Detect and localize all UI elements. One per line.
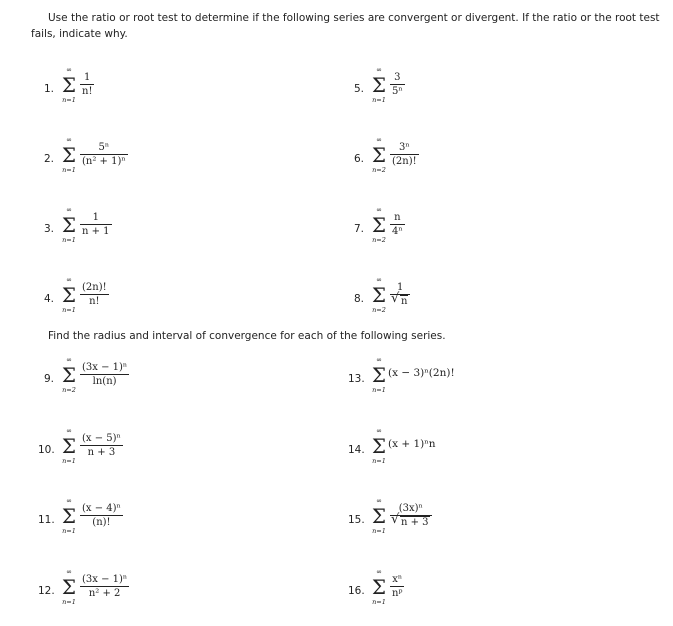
summation-sigma: ∞ Σ n=2 xyxy=(61,356,77,394)
fraction xyxy=(390,573,404,600)
problem-number: 15. xyxy=(348,514,365,526)
numerator: (3x)ⁿ xyxy=(398,503,423,514)
square-root: √ n + 3 xyxy=(392,516,430,529)
problem-number: 1. xyxy=(44,83,55,95)
problem-number: 11. xyxy=(38,514,55,526)
denominator: 5ⁿ xyxy=(392,86,403,97)
summation-sigma: ∞ Σ n=1 xyxy=(61,427,77,465)
numerator: (x − 5)ⁿ xyxy=(82,433,121,444)
numerator: (3x − 1)ⁿ xyxy=(82,574,128,585)
problem-number: 16. xyxy=(348,585,365,597)
summation-sigma: ∞ Σ n=1 xyxy=(61,497,77,535)
summation-sigma: ∞ Σ n=1 xyxy=(61,206,77,244)
summation-sigma: ∞ Σ n=2 xyxy=(371,276,387,314)
summation-sigma: ∞ Σ n=1 xyxy=(61,66,77,104)
numerator: 3 xyxy=(394,72,401,83)
problem-number: 9. xyxy=(44,373,55,385)
problem-number: 13. xyxy=(348,373,365,385)
square-root: √ n xyxy=(392,295,408,308)
fraction xyxy=(390,141,419,168)
problem-number: 14. xyxy=(348,444,365,456)
denominator: ln(n) xyxy=(80,374,129,388)
fraction xyxy=(390,281,410,308)
summation-sigma: ∞ Σ n=1 xyxy=(371,66,387,104)
denominator: (n)! xyxy=(80,515,123,529)
summation-sigma: ∞ Σ n=2 xyxy=(371,136,387,174)
series-term: (x − 3)ⁿ(2n)! xyxy=(388,367,455,379)
numerator: (2n)! xyxy=(82,282,107,293)
numerator: (x − 4)ⁿ xyxy=(82,503,121,514)
problem-number: 8. xyxy=(354,293,365,305)
denominator: n + 3 xyxy=(80,445,123,459)
fraction xyxy=(390,71,405,98)
numerator: 1 xyxy=(397,282,404,293)
fraction xyxy=(390,502,432,529)
fraction xyxy=(80,281,109,308)
problem-number: 5. xyxy=(354,83,365,95)
instructions-radius-interval: Find the radius and interval of convergence for each of the following series. xyxy=(48,330,446,342)
fraction xyxy=(80,361,129,388)
numerator: 1 xyxy=(84,72,91,83)
fraction xyxy=(80,71,94,98)
series-term: (x + 1)ⁿn xyxy=(388,438,436,450)
fraction xyxy=(80,432,123,459)
denominator xyxy=(390,515,432,529)
fraction xyxy=(80,211,112,238)
numerator: 3ⁿ xyxy=(398,142,410,153)
denominator: (2n)! xyxy=(392,156,417,167)
numerator: xⁿ xyxy=(392,574,403,585)
summation-sigma: ∞ Σ n=1 xyxy=(371,568,387,606)
summation-sigma: ∞ Σ n=2 xyxy=(371,206,387,244)
numerator: n xyxy=(394,212,401,223)
numerator: (3x − 1)ⁿ xyxy=(82,362,128,373)
fraction xyxy=(80,502,123,529)
problem-number: 7. xyxy=(354,223,365,235)
problem-number: 4. xyxy=(44,293,55,305)
denominator: n! xyxy=(80,294,109,308)
fraction xyxy=(80,141,128,168)
summation-sigma: ∞ Σ n=1 xyxy=(371,427,387,465)
denominator xyxy=(390,294,410,308)
problem-number: 6. xyxy=(354,153,365,165)
denominator: n² + 2 xyxy=(80,586,129,600)
summation-sigma: ∞ Σ n=1 xyxy=(61,136,77,174)
denominator: n + 1 xyxy=(82,226,110,237)
summation-sigma: ∞ Σ n=1 xyxy=(61,568,77,606)
numerator: 5ⁿ xyxy=(98,142,110,153)
fraction xyxy=(80,573,129,600)
problem-number: 2. xyxy=(44,153,55,165)
summation-sigma: ∞ Σ n=1 xyxy=(371,497,387,535)
problem-number: 12. xyxy=(38,585,55,597)
summation-sigma: ∞ Σ n=1 xyxy=(61,276,77,314)
summation-sigma: ∞ Σ n=1 xyxy=(371,356,387,394)
denominator: nᵖ xyxy=(392,588,403,599)
instructions-ratio-root: Use the ratio or root test to determine if the following series are convergent or divergent. If the ratio or the root test fails, indicate why. xyxy=(31,12,660,40)
problem-number: 10. xyxy=(38,444,55,456)
denominator: 4ⁿ xyxy=(392,226,403,237)
denominator: (n² + 1)ⁿ xyxy=(82,156,126,167)
numerator: 1 xyxy=(92,212,99,223)
problem-number: 3. xyxy=(44,223,55,235)
fraction xyxy=(390,211,405,238)
denominator: n! xyxy=(82,86,93,97)
